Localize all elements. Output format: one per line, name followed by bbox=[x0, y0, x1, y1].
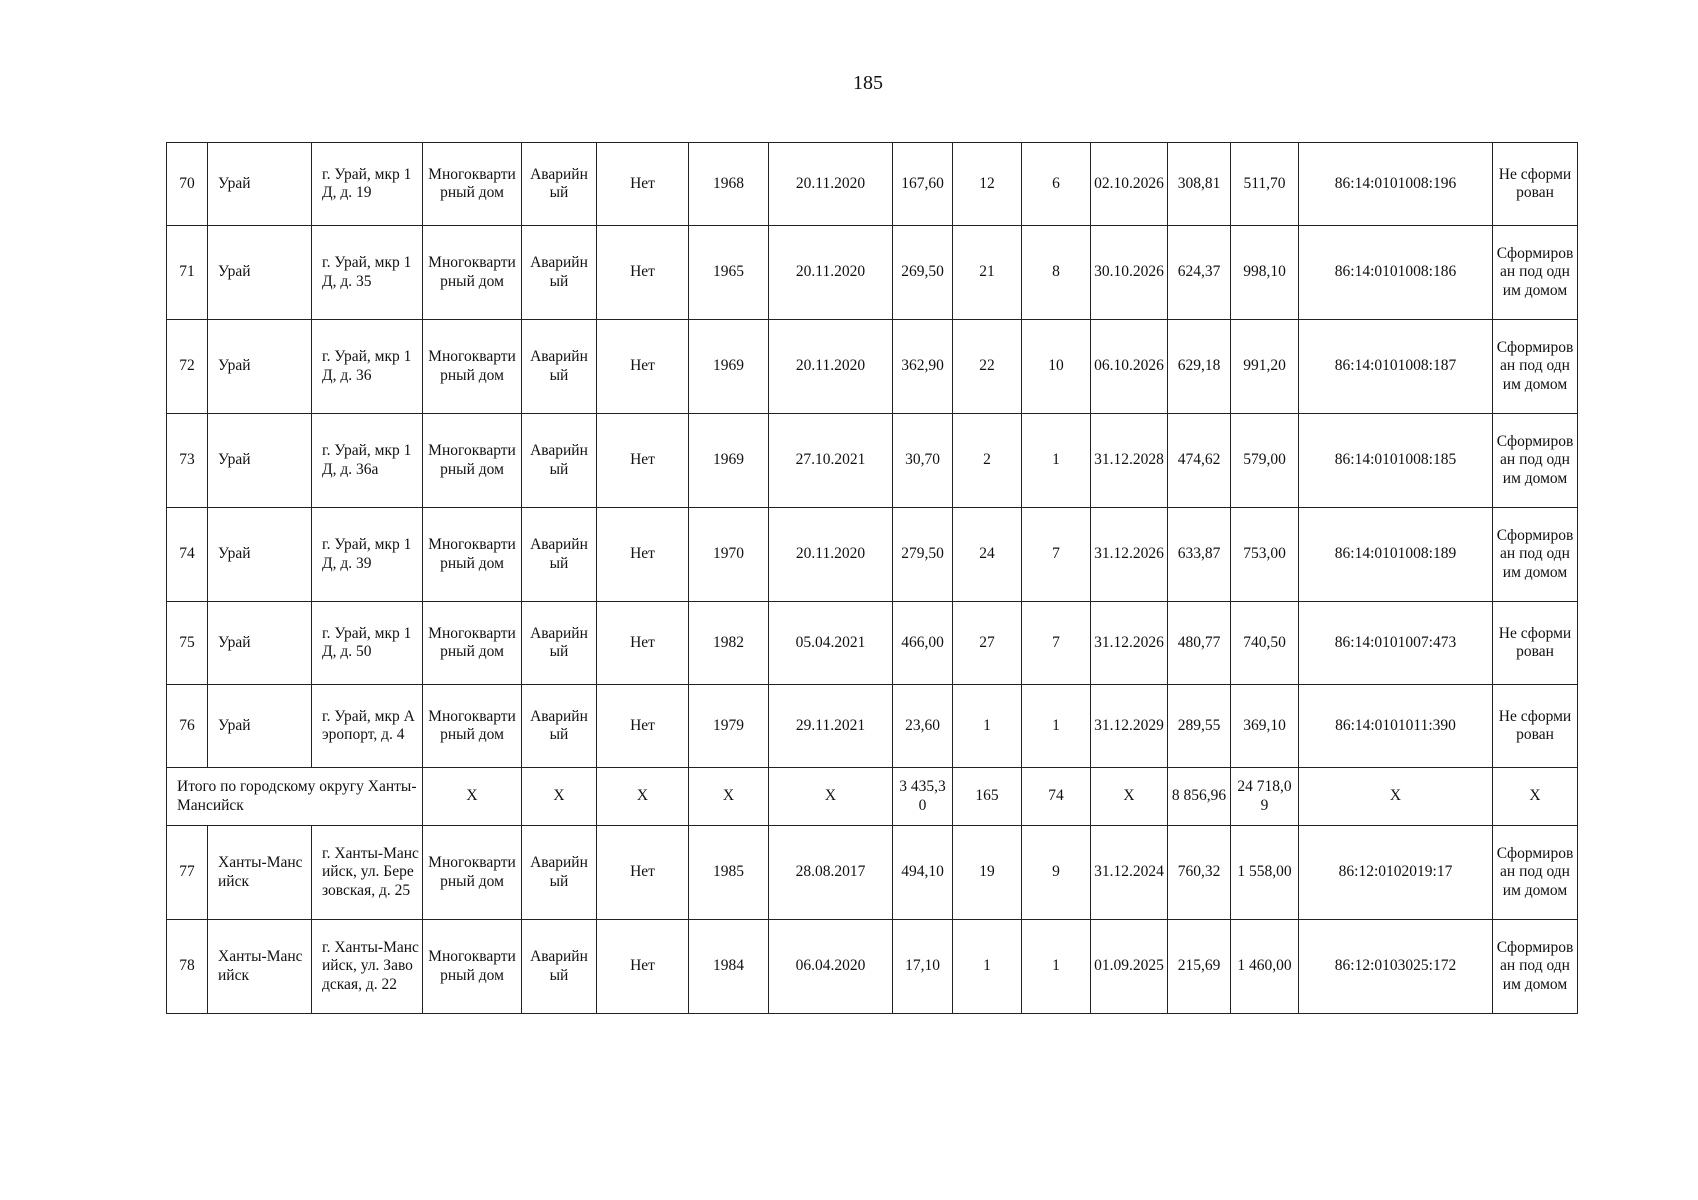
cell-type: Многоквартирный дом bbox=[423, 920, 522, 1014]
cell-deadline: 06.10.2026 bbox=[1091, 320, 1168, 414]
cell-area1: 3 435,30 bbox=[893, 768, 953, 826]
cell-area3: 24 718,09 bbox=[1231, 768, 1299, 826]
cell-status: Аварийный bbox=[522, 508, 597, 602]
cell-land: Сформирован под одним домом bbox=[1493, 920, 1578, 1014]
cell-area2: 215,69 bbox=[1168, 920, 1231, 1014]
cell-area1: 23,60 bbox=[893, 685, 953, 768]
cell-land: Не сформирован bbox=[1493, 685, 1578, 768]
cell-deadline: 30.10.2026 bbox=[1091, 226, 1168, 320]
cell-count2: 7 bbox=[1022, 602, 1091, 685]
cell-area1: 362,90 bbox=[893, 320, 953, 414]
cell-type: Многоквартирный дом bbox=[423, 320, 522, 414]
cell-number: 77 bbox=[167, 826, 208, 920]
cell-date: 20.11.2020 bbox=[769, 143, 893, 226]
cell-deadline: Х bbox=[1091, 768, 1168, 826]
cell-count1: 27 bbox=[953, 602, 1022, 685]
cell-deadline: 31.12.2029 bbox=[1091, 685, 1168, 768]
cell-date: Х bbox=[769, 768, 893, 826]
cell-date: 29.11.2021 bbox=[769, 685, 893, 768]
cell-land: Сформирован под одним домом bbox=[1493, 826, 1578, 920]
table-row bbox=[167, 602, 1578, 685]
cell-address: г. Урай, мкр 1Д, д. 36 bbox=[312, 320, 423, 414]
cell-area3: 991,20 bbox=[1231, 320, 1299, 414]
cell-cadastral: 86:14:0101008:189 bbox=[1299, 508, 1493, 602]
cell-flag: Нет bbox=[597, 826, 689, 920]
cell-area2: 289,55 bbox=[1168, 685, 1231, 768]
cell-type: Многоквартирный дом bbox=[423, 143, 522, 226]
cell-flag: Х bbox=[597, 768, 689, 826]
cell-area3: 1 460,00 bbox=[1231, 920, 1299, 1014]
table-row bbox=[167, 508, 1578, 602]
cell-year: 1979 bbox=[689, 685, 769, 768]
cell-deadline: 31.12.2024 bbox=[1091, 826, 1168, 920]
cell-count2: 1 bbox=[1022, 920, 1091, 1014]
cell-status: Аварийный bbox=[522, 685, 597, 768]
table-row bbox=[167, 320, 1578, 414]
cell-flag: Нет bbox=[597, 508, 689, 602]
cell-count1: 21 bbox=[953, 226, 1022, 320]
cell-area2: 633,87 bbox=[1168, 508, 1231, 602]
table-row bbox=[167, 414, 1578, 508]
cell-city: Урай bbox=[208, 143, 312, 226]
cell-count1: 12 bbox=[953, 143, 1022, 226]
cell-land: Сформирован под одним домом bbox=[1493, 414, 1578, 508]
cell-count1: 19 bbox=[953, 826, 1022, 920]
cell-land: Сформирован под одним домом bbox=[1493, 226, 1578, 320]
cell-city: Урай bbox=[208, 685, 312, 768]
cell-city: Урай bbox=[208, 602, 312, 685]
cell-flag: Нет bbox=[597, 320, 689, 414]
cell-year: 1968 bbox=[689, 143, 769, 226]
table-row bbox=[167, 826, 1578, 920]
cell-flag: Нет bbox=[597, 602, 689, 685]
cell-cadastral: 86:14:0101008:186 bbox=[1299, 226, 1493, 320]
cell-number: 71 bbox=[167, 226, 208, 320]
cell-date: 06.04.2020 bbox=[769, 920, 893, 1014]
cell-type: Многоквартирный дом bbox=[423, 685, 522, 768]
cell-type: Многоквартирный дом bbox=[423, 508, 522, 602]
cell-area3: 753,00 bbox=[1231, 508, 1299, 602]
cell-area1: 167,60 bbox=[893, 143, 953, 226]
cell-land: Не сформирован bbox=[1493, 143, 1578, 226]
cell-year: 1985 bbox=[689, 826, 769, 920]
cell-count2: 10 bbox=[1022, 320, 1091, 414]
cell-count2: 1 bbox=[1022, 414, 1091, 508]
cell-land: Сформирован под одним домом bbox=[1493, 320, 1578, 414]
table-row bbox=[167, 226, 1578, 320]
cell-count1: 24 bbox=[953, 508, 1022, 602]
cell-count1: 1 bbox=[953, 920, 1022, 1014]
cell-count2: 8 bbox=[1022, 226, 1091, 320]
cell-number: 76 bbox=[167, 685, 208, 768]
cell-number: 78 bbox=[167, 920, 208, 1014]
cell-count2: 1 bbox=[1022, 685, 1091, 768]
cell-address: г. Урай, мкр 1Д, д. 19 bbox=[312, 143, 423, 226]
cell-land: Сформирован под одним домом bbox=[1493, 508, 1578, 602]
page-number: 185 bbox=[853, 72, 883, 94]
cell-deadline: 31.12.2026 bbox=[1091, 508, 1168, 602]
cell-type: Многоквартирный дом bbox=[423, 602, 522, 685]
cell-type: Многоквартирный дом bbox=[423, 226, 522, 320]
cell-area1: 30,70 bbox=[893, 414, 953, 508]
cell-cadastral: 86:12:0103025:172 bbox=[1299, 920, 1493, 1014]
cell-count1: 22 bbox=[953, 320, 1022, 414]
cell-area1: 466,00 bbox=[893, 602, 953, 685]
cell-year: Х bbox=[689, 768, 769, 826]
cell-count1: 165 bbox=[953, 768, 1022, 826]
cell-area3: 1 558,00 bbox=[1231, 826, 1299, 920]
total-row bbox=[167, 768, 1578, 826]
cell-year: 1984 bbox=[689, 920, 769, 1014]
cell-count1: 2 bbox=[953, 414, 1022, 508]
cell-count1: 1 bbox=[953, 685, 1022, 768]
table-row bbox=[167, 920, 1578, 1014]
cell-city: Ханты-Мансийск bbox=[208, 826, 312, 920]
cell-date: 05.04.2021 bbox=[769, 602, 893, 685]
cell-area3: 579,00 bbox=[1231, 414, 1299, 508]
cell-status: Х bbox=[522, 768, 597, 826]
cell-area1: 17,10 bbox=[893, 920, 953, 1014]
cell-deadline: 31.12.2026 bbox=[1091, 602, 1168, 685]
cell-area3: 740,50 bbox=[1231, 602, 1299, 685]
cell-year: 1970 bbox=[689, 508, 769, 602]
cell-area2: 760,32 bbox=[1168, 826, 1231, 920]
housing-table bbox=[166, 142, 1578, 1014]
cell-area3: 998,10 bbox=[1231, 226, 1299, 320]
cell-area2: 480,77 bbox=[1168, 602, 1231, 685]
cell-year: 1969 bbox=[689, 414, 769, 508]
cell-city: Урай bbox=[208, 414, 312, 508]
cell-count2: 9 bbox=[1022, 826, 1091, 920]
cell-address: г. Урай, мкр Аэропорт, д. 4 bbox=[312, 685, 423, 768]
cell-flag: Нет bbox=[597, 143, 689, 226]
cell-area2: 624,37 bbox=[1168, 226, 1231, 320]
table-row bbox=[167, 143, 1578, 226]
cell-status: Аварийный bbox=[522, 226, 597, 320]
cell-count2: 74 bbox=[1022, 768, 1091, 826]
cell-deadline: 02.10.2026 bbox=[1091, 143, 1168, 226]
cell-area1: 279,50 bbox=[893, 508, 953, 602]
cell-date: 28.08.2017 bbox=[769, 826, 893, 920]
cell-status: Аварийный bbox=[522, 920, 597, 1014]
cell-area2: 308,81 bbox=[1168, 143, 1231, 226]
cell-date: 20.11.2020 bbox=[769, 508, 893, 602]
cell-year: 1965 bbox=[689, 226, 769, 320]
cell-count2: 6 bbox=[1022, 143, 1091, 226]
cell-type: Многоквартирный дом bbox=[423, 826, 522, 920]
cell-number: 72 bbox=[167, 320, 208, 414]
cell-flag: Нет bbox=[597, 414, 689, 508]
cell-address: г. Урай, мкр 1Д, д. 36а bbox=[312, 414, 423, 508]
cell-address: г. Урай, мкр 1Д, д. 50 bbox=[312, 602, 423, 685]
cell-number: 75 bbox=[167, 602, 208, 685]
cell-city: Ханты-Мансийск bbox=[208, 920, 312, 1014]
cell-status: Аварийный bbox=[522, 602, 597, 685]
cell-flag: Нет bbox=[597, 226, 689, 320]
cell-area3: 369,10 bbox=[1231, 685, 1299, 768]
cell-date: 27.10.2021 bbox=[769, 414, 893, 508]
cell-number: 73 bbox=[167, 414, 208, 508]
cell-address: г. Ханты-Мансийск, ул. Березовская, д. 25 bbox=[312, 826, 423, 920]
cell-status: Аварийный bbox=[522, 143, 597, 226]
cell-area2: 629,18 bbox=[1168, 320, 1231, 414]
cell-city: Урай bbox=[208, 508, 312, 602]
cell-status: Аварийный bbox=[522, 826, 597, 920]
cell-address: г. Урай, мкр 1Д, д. 35 bbox=[312, 226, 423, 320]
cell-deadline: 31.12.2028 bbox=[1091, 414, 1168, 508]
cell-year: 1969 bbox=[689, 320, 769, 414]
cell-area3: 511,70 bbox=[1231, 143, 1299, 226]
cell-status: Аварийный bbox=[522, 414, 597, 508]
cell-count2: 7 bbox=[1022, 508, 1091, 602]
cell-type: Х bbox=[423, 768, 522, 826]
cell-type: Многоквартирный дом bbox=[423, 414, 522, 508]
cell-area1: 269,50 bbox=[893, 226, 953, 320]
cell-number: 74 bbox=[167, 508, 208, 602]
cell-flag: Нет bbox=[597, 685, 689, 768]
cell-cadastral: 86:12:0102019:17 bbox=[1299, 826, 1493, 920]
cell-number: 70 bbox=[167, 143, 208, 226]
cell-cadastral: 86:14:0101011:390 bbox=[1299, 685, 1493, 768]
cell-year: 1982 bbox=[689, 602, 769, 685]
cell-date: 20.11.2020 bbox=[769, 226, 893, 320]
cell-area2: 474,62 bbox=[1168, 414, 1231, 508]
cell-cadastral: 86:14:0101008:185 bbox=[1299, 414, 1493, 508]
cell-land: Не сформирован bbox=[1493, 602, 1578, 685]
cell-date: 20.11.2020 bbox=[769, 320, 893, 414]
cell-area1: 494,10 bbox=[893, 826, 953, 920]
total-label: Итого по городскому округу Ханты-Мансийск bbox=[167, 768, 423, 826]
table-row bbox=[167, 685, 1578, 768]
cell-city: Урай bbox=[208, 320, 312, 414]
cell-status: Аварийный bbox=[522, 320, 597, 414]
cell-cadastral: 86:14:0101008:187 bbox=[1299, 320, 1493, 414]
cell-address: г. Урай, мкр 1Д, д. 39 bbox=[312, 508, 423, 602]
cell-cadastral: 86:14:0101008:196 bbox=[1299, 143, 1493, 226]
cell-area2: 8 856,96 bbox=[1168, 768, 1231, 826]
cell-deadline: 01.09.2025 bbox=[1091, 920, 1168, 1014]
cell-address: г. Ханты-Мансийск, ул. Заводская, д. 22 bbox=[312, 920, 423, 1014]
cell-city: Урай bbox=[208, 226, 312, 320]
cell-land: Х bbox=[1493, 768, 1578, 826]
cell-flag: Нет bbox=[597, 920, 689, 1014]
cell-cadastral: 86:14:0101007:473 bbox=[1299, 602, 1493, 685]
cell-cadastral: Х bbox=[1299, 768, 1493, 826]
